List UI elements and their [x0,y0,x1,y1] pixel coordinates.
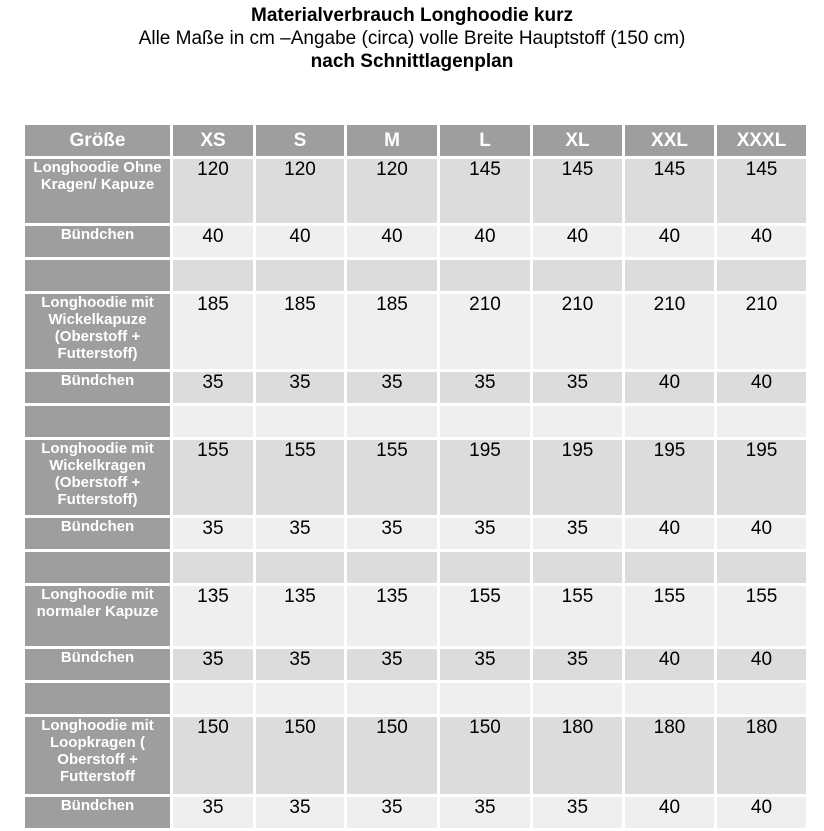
column-header: Größe [25,125,170,156]
table-cell: 180 [717,717,806,794]
row-label [25,406,170,437]
table-row [25,518,806,549]
table-cell: 145 [717,159,806,223]
column-header: L [440,125,530,156]
spacer-row [25,260,806,291]
table-cell: 195 [625,440,714,515]
document-subtitle-2: nach Schnittlagenplan [310,51,514,72]
table-cell [347,683,437,714]
table-cell: 155 [173,440,253,515]
table-cell: 35 [347,797,437,828]
table-cell [717,683,806,714]
table-cell: 120 [173,159,253,223]
table-cell: 135 [256,586,344,646]
table-cell: 35 [173,372,253,403]
table-cell: 35 [533,797,622,828]
document-title: Materialverbrauch Longhoodie kurz [251,5,573,26]
table-row [25,159,806,223]
table-cell [533,683,622,714]
table-cell: 35 [533,372,622,403]
table-cell: 35 [440,797,530,828]
table-cell [173,260,253,291]
table-cell: 145 [533,159,622,223]
table-cell: 210 [440,294,530,369]
table-cell [717,260,806,291]
row-label: Longhoodie mit normaler Kapuze [25,586,170,646]
table-cell: 35 [347,372,437,403]
row-label: Bündchen [25,226,170,257]
table-cell [717,552,806,583]
table-cell: 135 [347,586,437,646]
table-cell: 35 [256,372,344,403]
table-cell: 40 [625,226,714,257]
table-cell: 185 [347,294,437,369]
spacer-row [25,406,806,437]
table-cell [625,683,714,714]
table-cell [256,683,344,714]
table-cell: 35 [347,518,437,549]
row-label [25,260,170,291]
table-cell [347,260,437,291]
table-cell: 150 [440,717,530,794]
table-cell: 35 [173,797,253,828]
row-label: Bündchen [25,372,170,403]
table-cell: 195 [533,440,622,515]
table-cell [533,552,622,583]
table-cell: 120 [347,159,437,223]
table-cell: 40 [533,226,622,257]
table-cell: 35 [256,518,344,549]
table-cell [440,552,530,583]
table-row [25,586,806,646]
table-cell: 40 [440,226,530,257]
table-cell: 40 [717,649,806,680]
table-cell [173,552,253,583]
table-cell [440,406,530,437]
table-cell: 145 [440,159,530,223]
table-cell: 195 [440,440,530,515]
table-cell [173,406,253,437]
table-cell: 150 [173,717,253,794]
table-row [25,372,806,403]
table-row [25,717,806,794]
table-cell: 35 [256,797,344,828]
table-cell: 40 [717,372,806,403]
row-label: Bündchen [25,797,170,828]
table-cell: 210 [533,294,622,369]
table-cell: 155 [256,440,344,515]
table-cell: 145 [625,159,714,223]
row-label: Longhoodie mit Wickelkragen (Oberstoff + Futterstoff) [25,440,170,515]
table-cell: 40 [717,518,806,549]
table-cell [440,683,530,714]
table-cell: 155 [440,586,530,646]
table-cell: 150 [256,717,344,794]
row-label: Longhoodie Ohne Kragen/ Kapuze [25,159,170,223]
table-cell [440,260,530,291]
table-cell: 155 [625,586,714,646]
table-cell: 40 [256,226,344,257]
row-label: Bündchen [25,518,170,549]
table-cell: 40 [625,797,714,828]
table-cell: 35 [440,372,530,403]
table-cell: 40 [173,226,253,257]
table-cell: 185 [173,294,253,369]
table-cell: 35 [173,518,253,549]
table-cell: 135 [173,586,253,646]
table-cell: 35 [173,649,253,680]
material-table [22,122,809,831]
table-cell [533,406,622,437]
table-cell: 35 [440,649,530,680]
spacer-row [25,552,806,583]
table-cell [347,406,437,437]
table-cell [533,260,622,291]
table-row [25,797,806,828]
row-label [25,552,170,583]
column-header: M [347,125,437,156]
row-label: Longhoodie mit Loopkragen ( Oberstoff + Futterstoff [25,717,170,794]
table-cell: 35 [440,518,530,549]
table-cell [625,406,714,437]
table-cell [625,260,714,291]
table-cell: 35 [347,649,437,680]
spacer-row [25,683,806,714]
table-cell: 40 [347,226,437,257]
table-cell [256,406,344,437]
table-row [25,294,806,369]
table-cell: 40 [717,797,806,828]
table-cell: 150 [347,717,437,794]
row-label: Longhoodie mit Wickelkapuze (Oberstoff + Futterstoff) [25,294,170,369]
table-cell: 120 [256,159,344,223]
document-header [0,0,824,73]
table-cell: 35 [533,649,622,680]
table-cell [173,683,253,714]
table-cell: 210 [625,294,714,369]
table-cell [717,406,806,437]
table-cell: 40 [717,226,806,257]
table-cell: 40 [625,518,714,549]
table-cell [625,552,714,583]
table-row [25,440,806,515]
table-cell: 180 [533,717,622,794]
table-cell: 155 [347,440,437,515]
table-cell: 155 [717,586,806,646]
row-label [25,683,170,714]
table-cell: 210 [717,294,806,369]
table-cell: 195 [717,440,806,515]
table-cell: 35 [533,518,622,549]
table-header-row [25,125,806,156]
column-header: XXXL [717,125,806,156]
table-cell: 185 [256,294,344,369]
table-cell [347,552,437,583]
row-label: Bündchen [25,649,170,680]
table-cell [256,552,344,583]
table-cell: 180 [625,717,714,794]
table-cell: 40 [625,372,714,403]
table-row [25,226,806,257]
column-header: XXL [625,125,714,156]
table-cell: 35 [256,649,344,680]
document-subtitle: Alle Maße in cm –Angabe (circa) volle Breite Hauptstoff (150 cm) [138,28,686,49]
table-row [25,649,806,680]
table-cell [256,260,344,291]
column-header: XS [173,125,253,156]
column-header: XL [533,125,622,156]
column-header: S [256,125,344,156]
table-cell: 155 [533,586,622,646]
table-cell: 40 [625,649,714,680]
